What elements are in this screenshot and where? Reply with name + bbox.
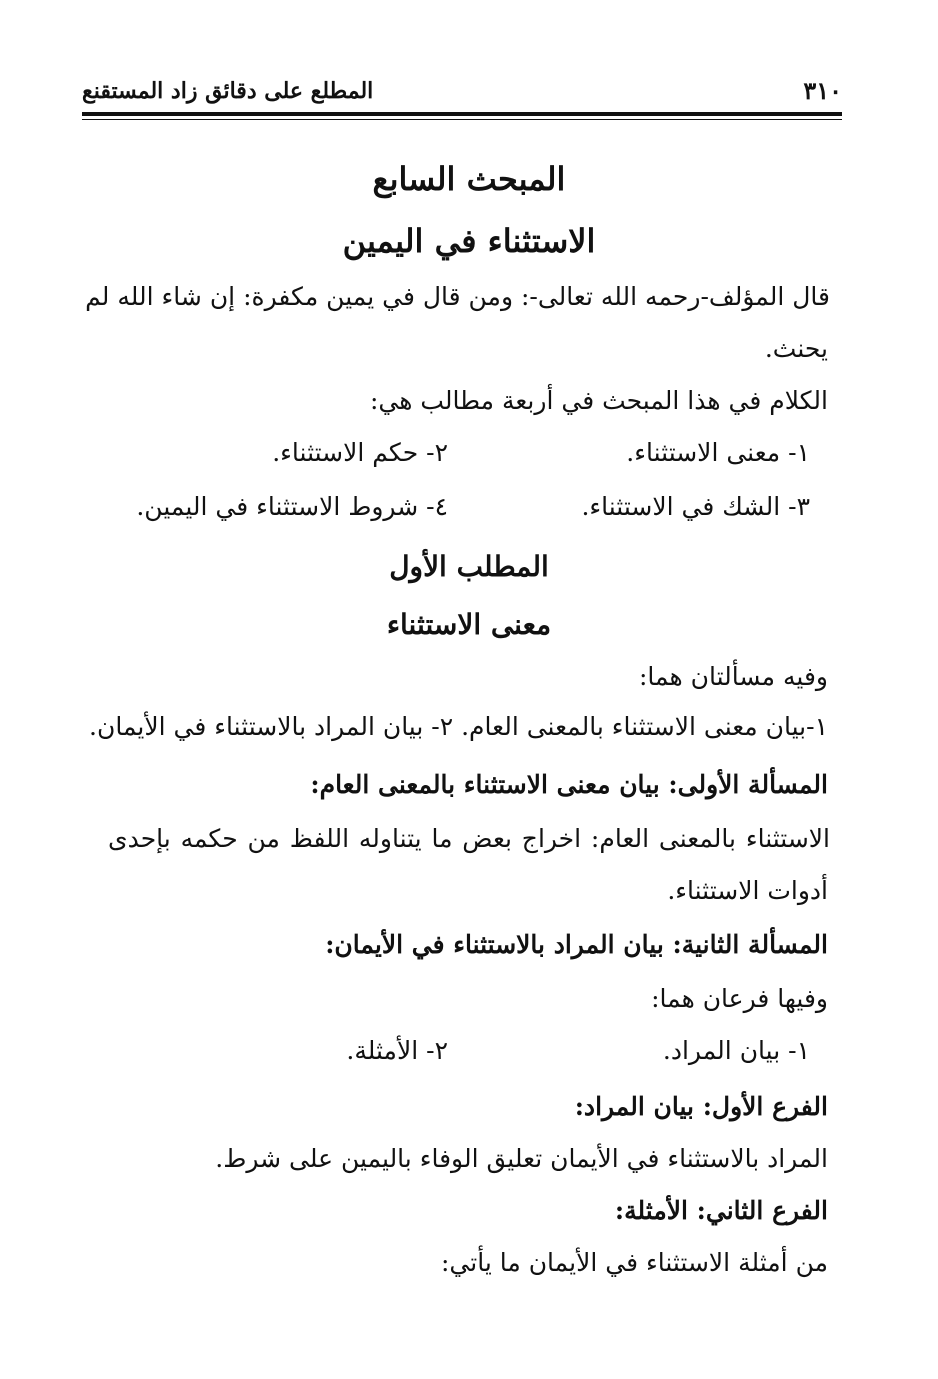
page-number: ٣١٠: [803, 76, 842, 105]
overview-item-2: ٢- حكم الاستثناء.: [272, 438, 448, 467]
masala2-item-1: ١- بيان المراد.: [662, 1036, 810, 1065]
header-rule-thin: [82, 119, 842, 120]
masala2-item-2: ٢- الأمثلة.: [346, 1036, 448, 1065]
overview-item-1: ١- معنى الاستثناء.: [626, 438, 810, 467]
masala2-intro: وفيها فرعان هما:: [651, 984, 828, 1013]
far1-text: المراد بالاستثناء في الأيمان تعليق الوفاء باليمين على شرط.: [215, 1144, 828, 1173]
intro-line-2: يحنث.: [764, 334, 828, 363]
far2-text: من أمثلة الاستثناء في الأيمان ما يأتي:: [441, 1248, 828, 1277]
section-subtitle: الاستثناء في اليمين: [342, 222, 596, 260]
section-title: المبحث السابع: [372, 160, 566, 198]
intro-line-1: قال المؤلف-رحمه الله تعالى-: ومن قال في يمين مكفرة: إن شاء الله لم: [85, 282, 830, 311]
page-header: [82, 76, 842, 106]
running-title: المطلع على دقائق زاد المستقنع: [82, 78, 374, 104]
header-rule-thick: [82, 112, 842, 116]
overview-item-4: ٤- شروط الاستثناء في اليمين.: [136, 492, 448, 521]
matlab1-subtitle: معنى الاستثناء: [386, 608, 552, 641]
matlab1-intro: وفيه مسألتان هما:: [639, 662, 828, 691]
masala1-line-1: الاستثناء بالمعنى العام: اخراج بعض ما يتناوله اللفظ من حكمه بإحدى: [108, 824, 830, 853]
masala1-heading: المسألة الأولى: بيان معنى الاستثناء بالمعنى العام:: [310, 770, 828, 799]
overview-item-3: ٣- الشك في الاستثناء.: [581, 492, 810, 521]
far1-heading: الفرع الأول: بيان المراد:: [574, 1092, 828, 1121]
matlab1-title: المطلب الأول: [389, 550, 549, 583]
masala2-heading: المسألة الثانية: بيان المراد بالاستثناء في الأيمان:: [325, 930, 828, 959]
matlab1-items: ١-بيان معنى الاستثناء بالمعنى العام. ٢- بيان المراد بالاستثناء في الأيمان.: [89, 712, 828, 741]
overview-text: الكلام في هذا المبحث في أربعة مطالب هي:: [369, 386, 828, 415]
masala1-line-2: أدوات الاستثناء.: [667, 876, 828, 905]
far2-heading: الفرع الثاني: الأمثلة:: [614, 1196, 828, 1225]
